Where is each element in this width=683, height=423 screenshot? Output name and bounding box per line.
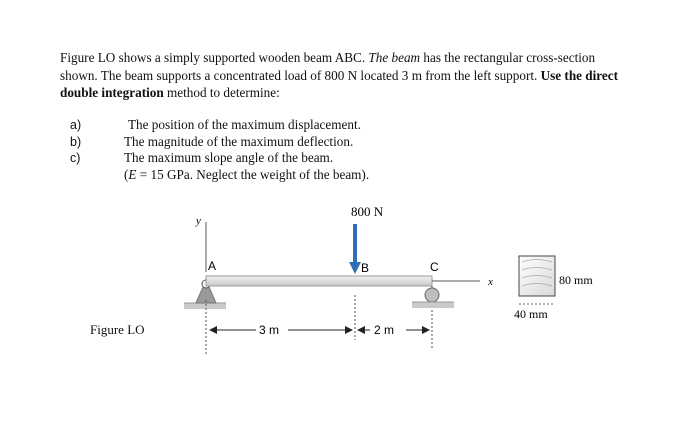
intro-text-1: Figure LO shows a simply supported wooden beam ABC. — [60, 50, 369, 65]
intro-italic: The beam — [368, 50, 421, 65]
list-text: The magnitude of the maximum deflection. — [124, 133, 354, 149]
intro-text-3: method to determine: — [163, 85, 280, 100]
list-item — [70, 134, 369, 151]
list-item — [70, 150, 369, 167]
point-c-label: C — [430, 260, 439, 274]
x-axis — [432, 276, 493, 288]
intro-text-2: has the rectangular cross-section shown. The beam supports a concentrated load of 800 N located 3 m from the left support. — [60, 50, 596, 83]
point-b-label: B — [361, 261, 370, 275]
beam — [206, 276, 432, 286]
question-list — [70, 117, 369, 183]
dim-left-label: 3 m — [259, 323, 280, 337]
material-note: (E = 15 GPa. Neglect the weight of the beam). — [124, 166, 370, 182]
dimension-lines — [206, 295, 432, 355]
svg-text:y: y — [196, 215, 201, 227]
list-marker: c) — [70, 151, 81, 165]
ground-left — [184, 303, 226, 309]
cross-section — [519, 256, 555, 304]
dim-right-label: 2 m — [374, 323, 395, 337]
load-label: 800 N — [351, 204, 384, 219]
roller-support — [412, 286, 454, 308]
load-arrow — [349, 224, 361, 274]
point-a-label: A — [208, 259, 217, 273]
list-text: The maximum slope angle of the beam. — [124, 150, 334, 165]
problem-statement — [60, 49, 620, 102]
list-marker: a) — [70, 118, 82, 132]
intro-bold: Use the direct double integration — [60, 67, 619, 100]
list-marker: b) — [70, 134, 82, 149]
section-height-label: 80 mm — [559, 273, 593, 287]
section-width-label: 40 mm — [514, 307, 548, 321]
beam-figure — [170, 200, 610, 370]
list-text: The position of the maximum displacement. — [128, 117, 361, 132]
figure-label: Figure LO — [90, 322, 145, 337]
y-axis — [195, 215, 206, 272]
list-item — [70, 117, 369, 134]
svg-text:x: x — [488, 276, 493, 288]
